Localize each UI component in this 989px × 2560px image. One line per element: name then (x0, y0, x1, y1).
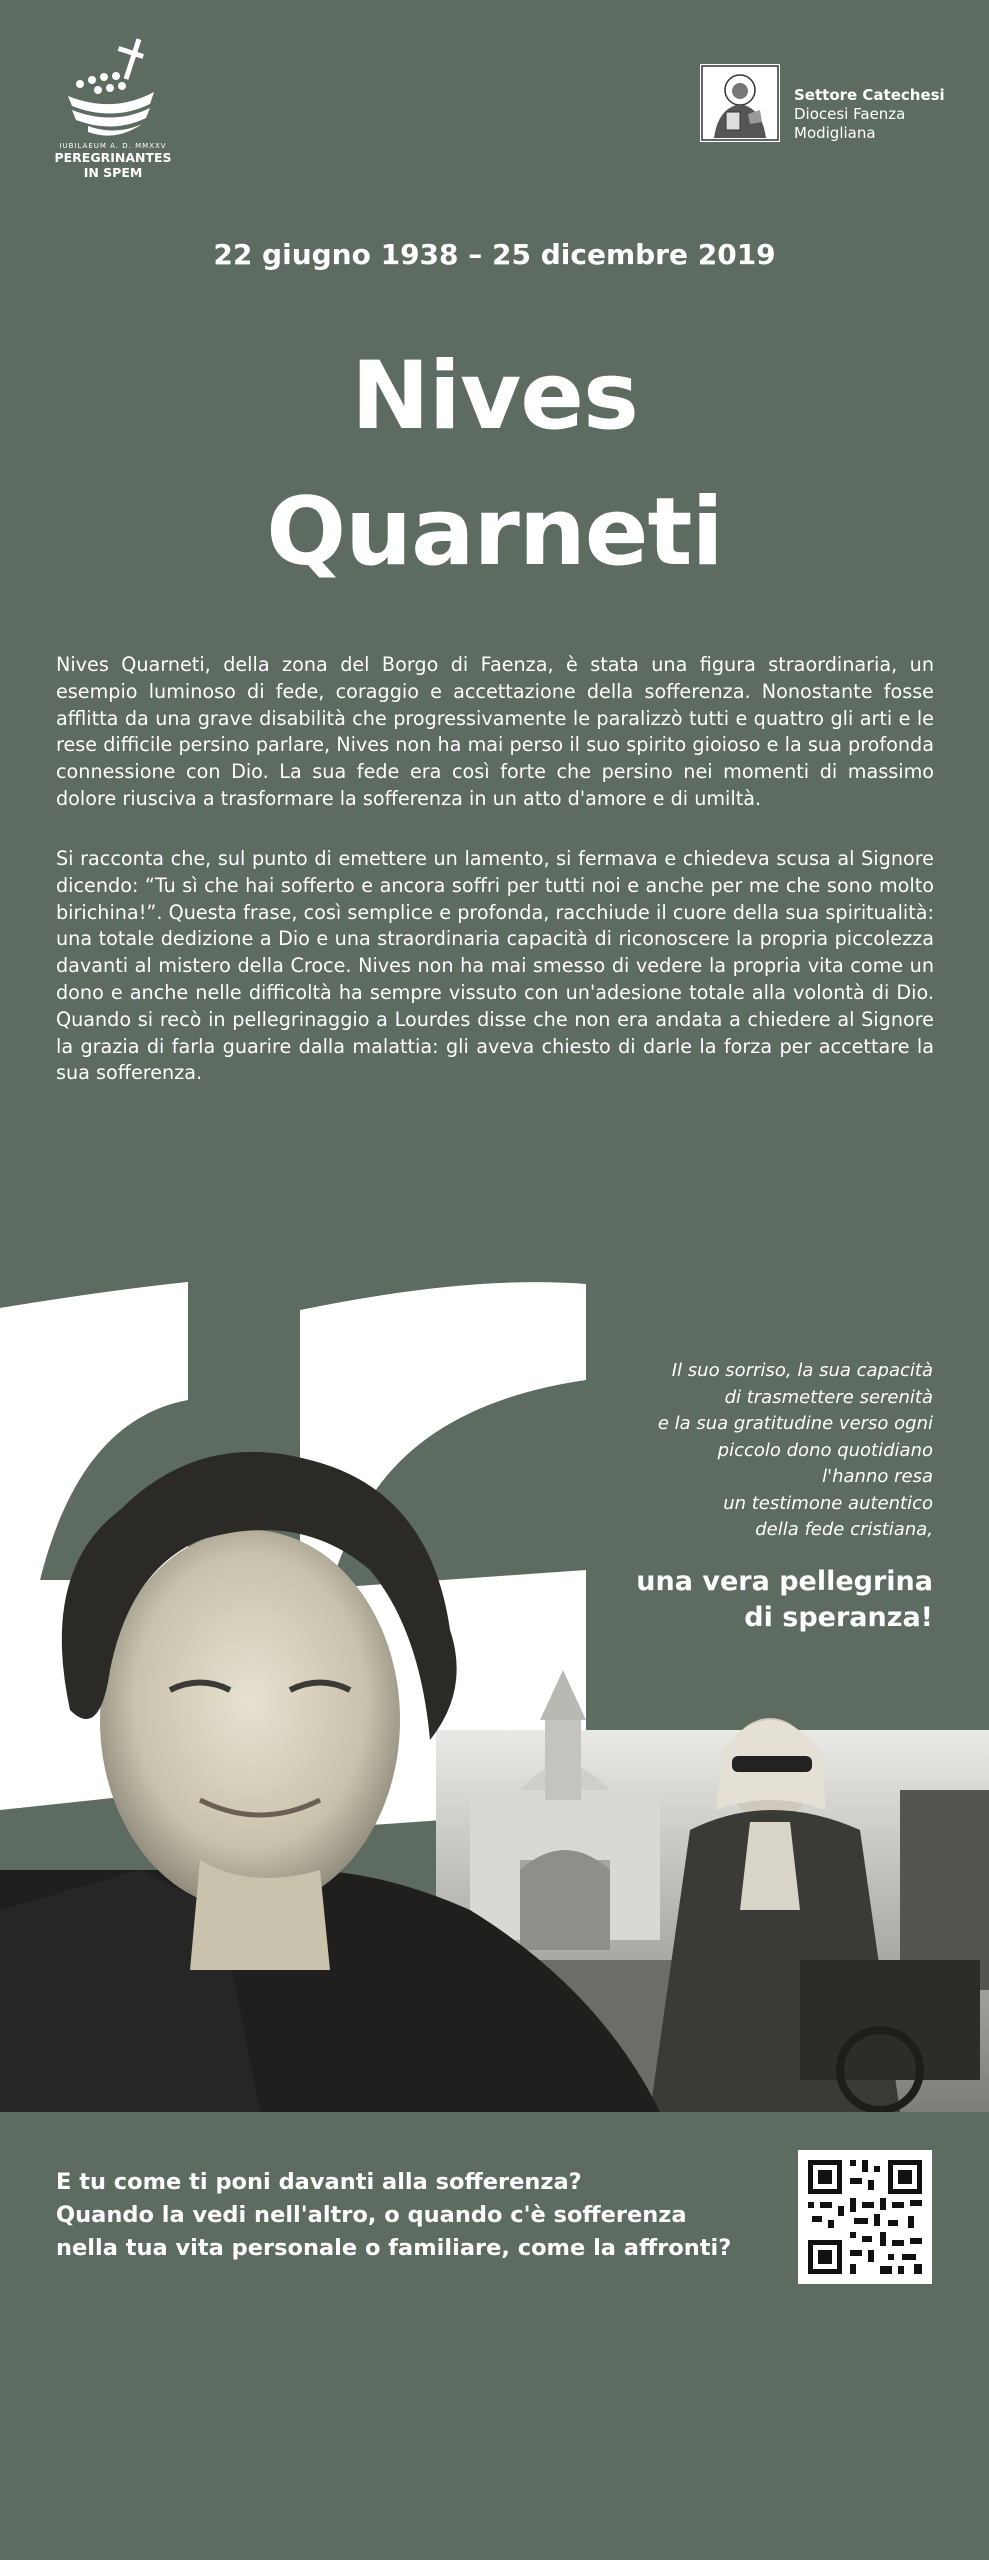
sector-diocese-line1: Diocesi Faenza (794, 105, 906, 123)
jubilee-title-line1: PEREGRINANTES (54, 150, 172, 165)
quote-block (533, 1358, 933, 1636)
title-first-name: Nives (351, 342, 638, 451)
ship-cross-logo-icon (58, 34, 168, 140)
reflection-question: E tu come ti poni davanti alla sofferenza? Quando la vedi nell'altro, o quando c'è sofferenza nella tua vita personale o familiare, come la affronti? (56, 2169, 732, 2261)
quote-emphasis: una vera pellegrina di speranza! (636, 1565, 933, 1633)
life-dates: 22 giugno 1938 – 25 dicembre 2019 (213, 238, 776, 271)
qr-code-icon[interactable] (798, 2150, 932, 2284)
jubilee-logo (52, 34, 174, 184)
jubilee-small-line: IUBILAEUM A. D. MMXXV (59, 142, 167, 150)
christ-emblem-icon (700, 64, 780, 142)
sector-diocese-line2: Modigliana (794, 124, 876, 142)
quote-text: Il suo sorriso, la sua capacità di trasmettere serenità e la sua gratitudine verso ogni piccolo dono quotidiano l'hanno resa un testimone autentico della fede cristiana, (657, 1360, 933, 1540)
sector-text (794, 86, 945, 143)
biography-paragraph-1: Nives Quarneti, della zona del Borgo di Faenza, è stata una figura straordinaria, un esempio luminoso di fede, coraggio e accettazione della sofferenza. Nonostante fosse afflitta da una grave disabilità che progressivamente le paralizzò tutti e quattro gli arti e le rese difficile persino parlare, Nives non ha mai perso il suo spirito gioioso e la sua profonda connessione con Dio. La sua fede era così forte che persino nei momenti di massimo dolore riusciva a trasformare la sofferenza in un atto d'amore e di umiltà. (56, 653, 934, 810)
jubilee-title-line2: IN SPEM (83, 165, 143, 180)
sector-name: Settore Catechesi (794, 86, 945, 104)
sector-block (700, 64, 960, 144)
biography-paragraph-2: Si racconta che, sul punto di emettere un lamento, si fermava e chiedeva scusa al Signore dicendo: “Tu sì che hai sofferto e ancora soffri per tutti noi e anche per me che sono molto birichina!”. Questa frase, così semplice e profonda, racchiude il cuore della sua spiritualità: una totale dedizione a Dio e una straordinaria capacità di riconoscere la propria piccolezza davanti al mistero della Croce. Nives non ha mai smesso di vedere la propria vita come un dono e anche nelle difficoltà ha sempre vissuto con un'adesione totale alla volontà di Dio. Quando si recò in pellegrinaggio a Lourdes disse che non era andata a chiedere al Signore la grazia di farla guarire dalla malattia: gli aveva chiesto di darle la forza per accettare la sua sofferenza. (56, 847, 934, 1085)
title-last-name: Quarneti (266, 478, 723, 587)
